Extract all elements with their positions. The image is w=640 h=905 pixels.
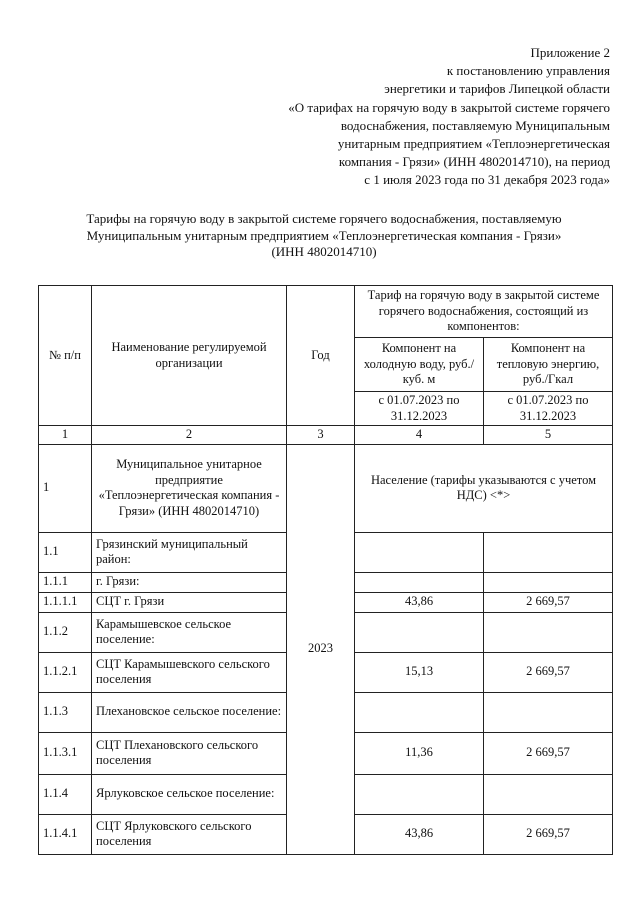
- row-heat: [484, 572, 613, 592]
- header-num: № п/п: [39, 286, 92, 426]
- row-num: 1.1.4: [39, 774, 92, 814]
- appendix-line: водоснабжения, поставляемую Муниципальным: [340, 117, 610, 133]
- appendix-line: унитарным предприятием «Теплоэнергетическая: [337, 136, 610, 152]
- row-name: Плехановское сельское поселение:: [92, 692, 287, 732]
- row-cold: [355, 692, 484, 732]
- column-number: 3: [287, 426, 355, 445]
- title-line: Тарифы на горячую воду в закрытой системе горячего водоснабжения, поставляемую: [86, 211, 562, 226]
- column-number: 2: [92, 426, 287, 445]
- tariff-table: [38, 285, 613, 855]
- header-tariff: Тариф на горячую воду в закрытой системе горячего водоснабжения, состоящий из компонентов:: [355, 286, 613, 338]
- row-num: 1.1.3.1: [39, 732, 92, 774]
- header-year: Год: [287, 286, 355, 426]
- row-cold: [355, 612, 484, 652]
- header-heat-component: Компонент на тепловую энергию, руб./Гкал: [484, 338, 613, 392]
- header-org: Наименование регулируемой организации: [92, 286, 287, 426]
- title-line: Муниципальным унитарным предприятием «Теплоэнергетическая компания - Грязи»: [86, 227, 562, 243]
- org-row-note: Население (тарифы указываются с учетом НДС) <*>: [355, 444, 613, 532]
- row-num: 1.1.1: [39, 572, 92, 592]
- row-cold: 15,13: [355, 652, 484, 692]
- title-line: (ИНН 4802014710): [271, 244, 377, 259]
- row-heat: [484, 612, 613, 652]
- row-num: 1.1.3: [39, 692, 92, 732]
- row-num: 1.1.2.1: [39, 652, 92, 692]
- row-heat: [484, 692, 613, 732]
- org-row-name: Муниципальное унитарное предприятие «Теплоэнергетическая компания - Грязи» (ИНН 4802014710): [92, 444, 287, 532]
- row-cold: [355, 774, 484, 814]
- row-name: СЦТ Плехановского сельского поселения: [92, 732, 287, 774]
- header-period-heat: с 01.07.2023 по 31.12.2023: [484, 392, 613, 426]
- column-number: 5: [484, 426, 613, 445]
- row-name: СЦТ г. Грязи: [92, 592, 287, 612]
- row-num: 1.1.1.1: [39, 592, 92, 612]
- row-cold: [355, 532, 484, 572]
- row-num: 1.1.4.1: [39, 814, 92, 854]
- appendix-line: компания - Грязи» (ИНН 4802014710), на период: [338, 154, 610, 170]
- row-heat: 2 669,57: [484, 592, 613, 612]
- row-heat: [484, 774, 613, 814]
- year-cell: 2023: [287, 444, 355, 854]
- row-heat: 2 669,57: [484, 732, 613, 774]
- row-num: 1.1.2: [39, 612, 92, 652]
- document-title: [20, 211, 628, 261]
- row-name: СЦТ Ярлуковского сельского поселения: [92, 814, 287, 854]
- appendix-header: [190, 44, 610, 190]
- row-cold: [355, 572, 484, 592]
- row-heat: 2 669,57: [484, 814, 613, 854]
- org-row-num: 1: [39, 444, 92, 532]
- header-period-cold: с 01.07.2023 по 31.12.2023: [355, 392, 484, 426]
- row-cold: 11,36: [355, 732, 484, 774]
- appendix-line: «О тарифах на горячую воду в закрытой системе горячего: [288, 99, 610, 115]
- appendix-line: с 1 июля 2023 года по 31 декабря 2023 года»: [364, 172, 610, 188]
- appendix-line: энергетики и тарифов Липецкой области: [384, 81, 610, 97]
- header-cold-component: Компонент на холодную воду, руб./куб. м: [355, 338, 484, 392]
- row-name: Грязинский муниципальный район:: [92, 532, 287, 572]
- appendix-line: Приложение 2: [530, 45, 610, 60]
- row-cold: 43,86: [355, 814, 484, 854]
- row-name: Ярлуковское сельское поселение:: [92, 774, 287, 814]
- row-heat: [484, 532, 613, 572]
- appendix-line: к постановлению управления: [446, 63, 610, 79]
- row-name: Карамышевское сельское поселение:: [92, 612, 287, 652]
- row-name: г. Грязи:: [92, 572, 287, 592]
- row-name: СЦТ Карамышевского сельского поселения: [92, 652, 287, 692]
- row-cold: 43,86: [355, 592, 484, 612]
- row-num: 1.1: [39, 532, 92, 572]
- row-heat: 2 669,57: [484, 652, 613, 692]
- column-number: 4: [355, 426, 484, 445]
- column-number: 1: [39, 426, 92, 445]
